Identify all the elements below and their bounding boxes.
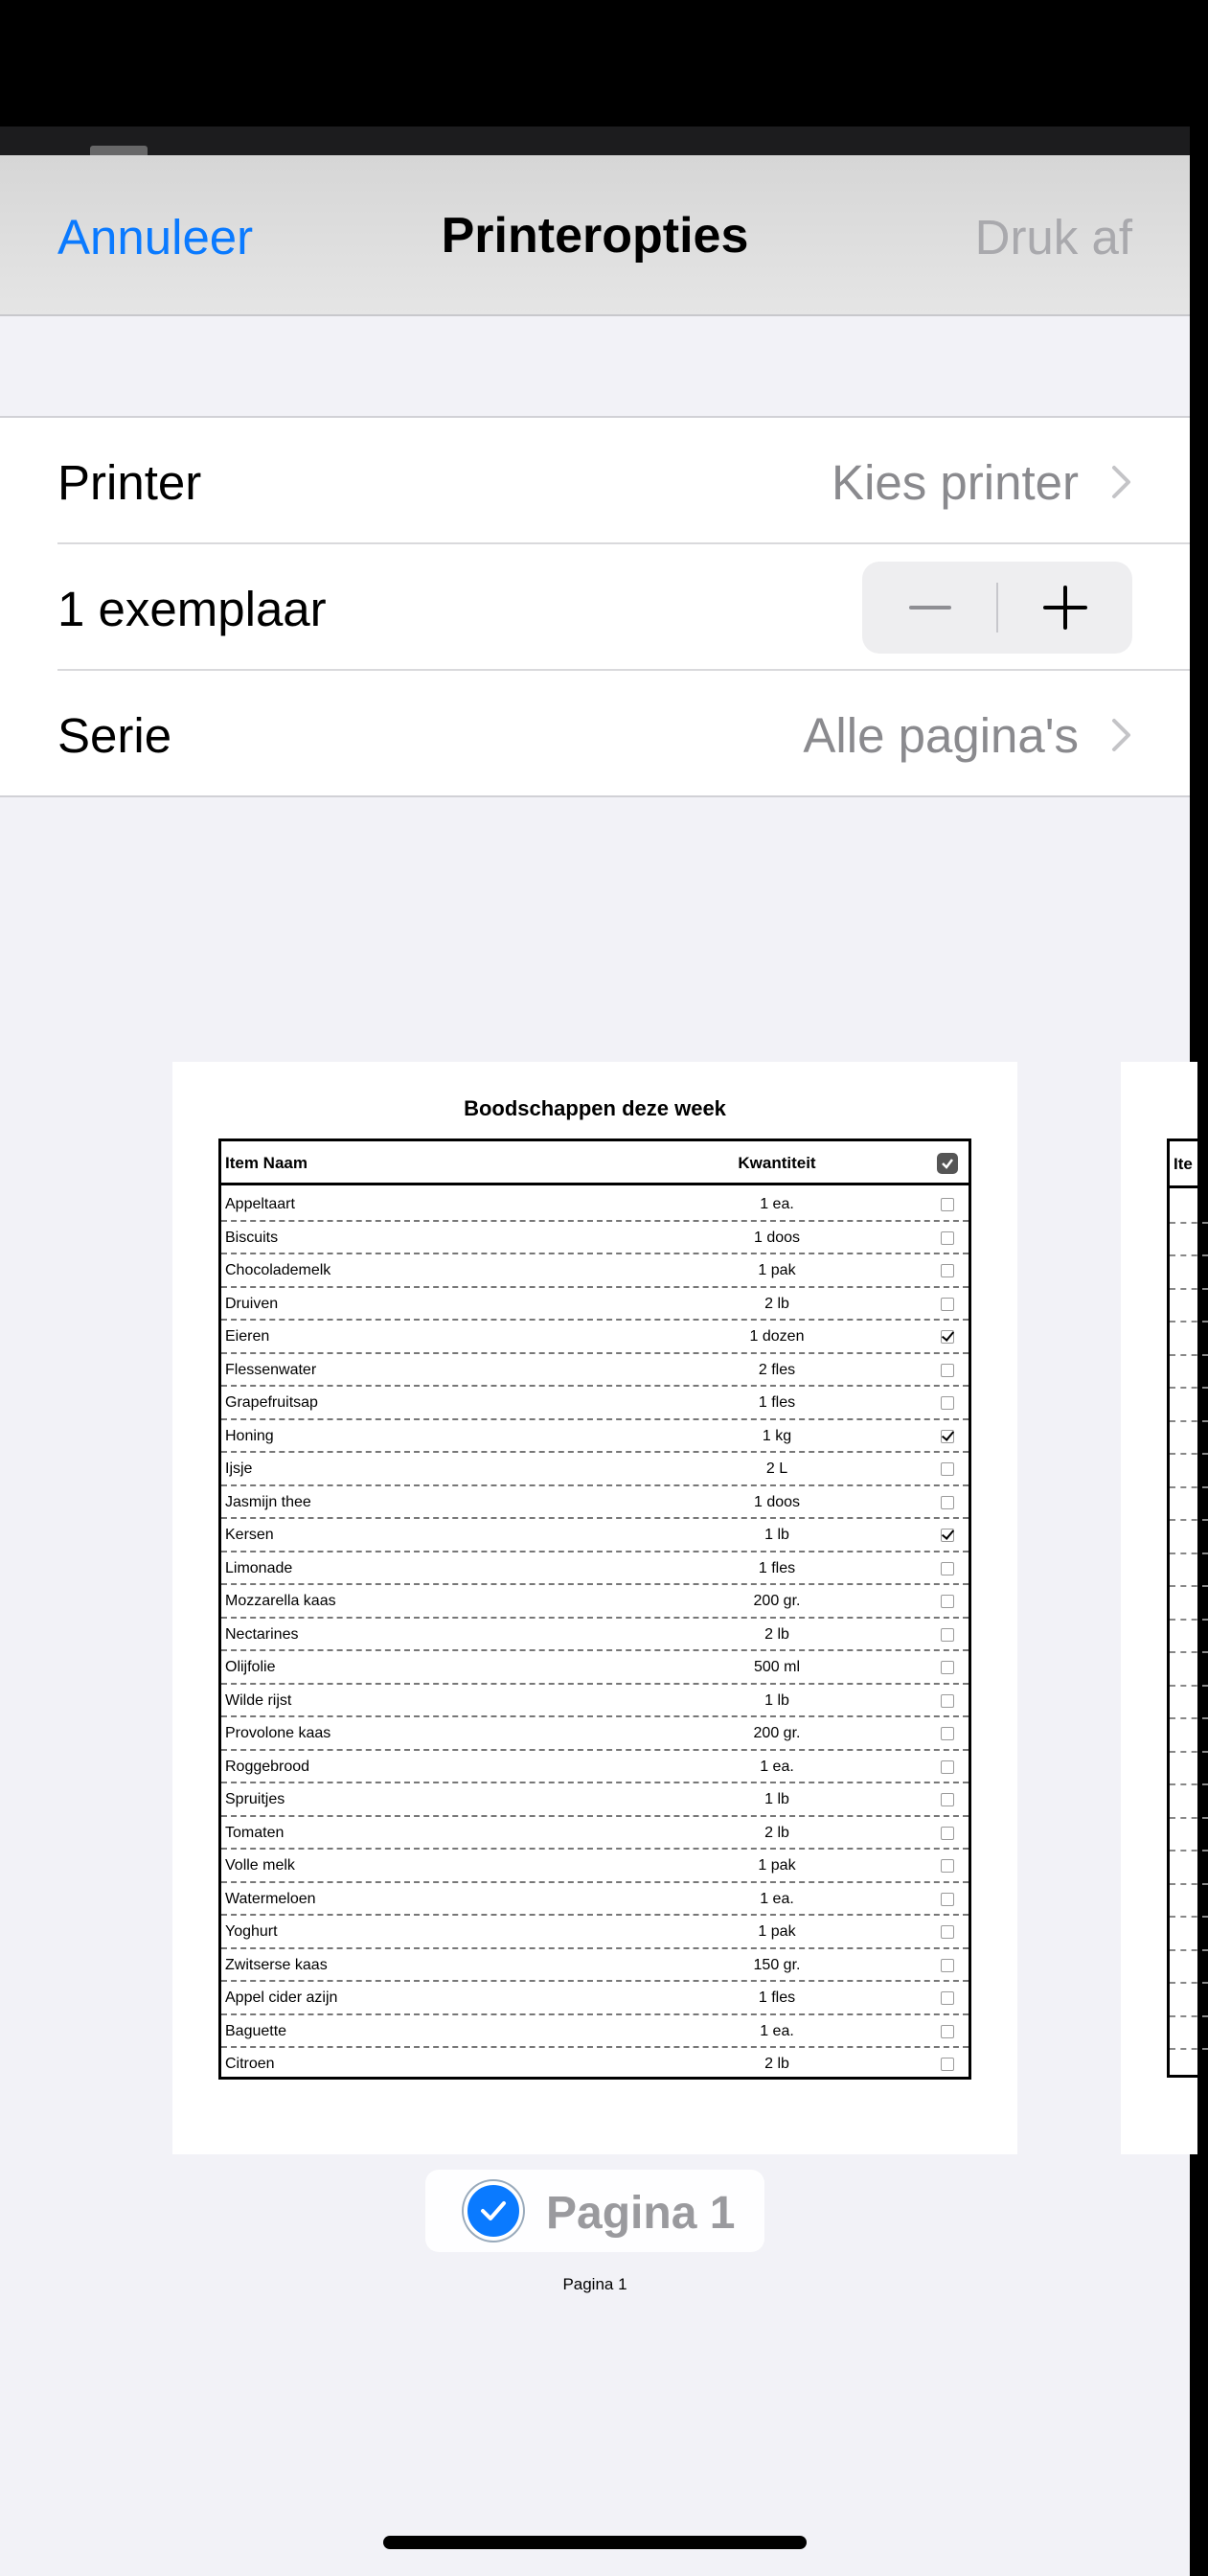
checkbox-icon — [941, 1562, 954, 1576]
peek-row-line — [1170, 1486, 1208, 1488]
item-name: Flessenwater — [225, 1361, 317, 1378]
item-quantity: 1 pak — [758, 1262, 796, 1278]
item-name: Roggebrood — [225, 1758, 310, 1775]
copies-label: 1 exemplaar — [57, 582, 327, 636]
checkbox-icon — [941, 1396, 954, 1410]
item-quantity: 1 lb — [764, 1691, 789, 1709]
chevron-right-icon — [1109, 464, 1134, 500]
checkbox-icon — [941, 1893, 954, 1906]
table-row — [221, 1288, 969, 1322]
peek-row-line — [1170, 2015, 1208, 2017]
peek-row-line — [1170, 1387, 1208, 1389]
range-row[interactable] — [0, 671, 1190, 797]
item-name: Honing — [225, 1427, 274, 1444]
increment-button[interactable] — [997, 562, 1132, 654]
table-row — [221, 1222, 969, 1255]
item-quantity: 500 ml — [753, 1659, 801, 1675]
item-name: Provolone kaas — [225, 1725, 331, 1741]
peek-row-line — [1170, 1883, 1208, 1885]
item-name: Zwitserse kaas — [225, 1956, 328, 1973]
table-row — [221, 1453, 969, 1486]
table-row — [221, 1519, 969, 1552]
copies-row — [0, 544, 1190, 671]
checkbox-icon — [941, 1925, 954, 1939]
item-name: Citroen — [225, 2056, 275, 2072]
checkmark-circle-icon[interactable] — [464, 2181, 523, 2241]
shopping-table — [218, 1138, 971, 2080]
table-row — [221, 1585, 969, 1619]
item-quantity: 1 lb — [764, 1527, 789, 1543]
peek-row-line — [1170, 1916, 1208, 1918]
table-row — [221, 2015, 969, 2049]
table-row — [221, 1685, 969, 1718]
item-name: Biscuits — [225, 1229, 279, 1246]
item-name: Appeltaart — [225, 1196, 295, 1212]
item-quantity: 1 doos — [753, 1229, 801, 1246]
next-page-table — [1167, 1138, 1205, 2078]
table-row — [221, 1552, 969, 1586]
item-name: Mozzarella kaas — [225, 1593, 336, 1609]
checkbox-icon — [941, 1760, 954, 1774]
item-quantity: 1 fles — [758, 1559, 796, 1576]
item-quantity: 1 ea. — [760, 1890, 794, 1907]
item-name: Kersen — [225, 1527, 274, 1543]
item-quantity: 1 fles — [758, 1394, 796, 1411]
checkbox-icon — [941, 1793, 954, 1806]
table-row — [221, 1486, 969, 1520]
checked-checkbox-icon — [941, 1430, 954, 1443]
item-name: Chocolademelk — [225, 1262, 331, 1278]
item-quantity: 1 kg — [762, 1427, 792, 1444]
table-row — [221, 1949, 969, 1983]
item-quantity: 1 fles — [758, 1990, 796, 2006]
peek-row-line — [1170, 1982, 1208, 1984]
peek-row-line — [1170, 1949, 1208, 1951]
item-name: Yoghurt — [225, 1923, 278, 1940]
checked-checkbox-icon — [941, 1529, 954, 1542]
item-quantity: 1 ea. — [760, 1196, 794, 1212]
table-row — [221, 1651, 969, 1685]
item-name: Ijsje — [225, 1460, 253, 1477]
table-row — [221, 1420, 969, 1454]
table-row — [221, 1321, 969, 1354]
item-quantity: 1 dozen — [749, 1328, 805, 1345]
next-page-preview[interactable] — [1121, 1062, 1197, 2154]
checkbox-icon — [941, 1727, 954, 1740]
item-name: Jasmijn thee — [225, 1493, 311, 1510]
printer-label: Printer — [57, 455, 202, 510]
item-quantity: 1 pak — [758, 1923, 796, 1940]
table-row — [221, 1619, 969, 1652]
table-row — [221, 2048, 969, 2082]
peek-row-line — [1170, 1817, 1208, 1819]
checked-checkbox-icon — [941, 1330, 954, 1344]
range-label: Serie — [57, 708, 172, 763]
peek-row-line — [1170, 1519, 1208, 1521]
status-bar — [0, 0, 1190, 126]
chevron-right-icon — [1109, 717, 1134, 753]
item-name: Tomaten — [225, 1824, 285, 1841]
column-header-name: Item Naam — [225, 1154, 308, 1172]
checkbox-icon — [941, 1661, 954, 1674]
minus-icon — [909, 605, 951, 610]
checkbox-icon — [941, 1264, 954, 1277]
checkbox-icon — [941, 1991, 954, 2005]
printer-row[interactable] — [0, 418, 1190, 544]
table-row — [221, 1717, 969, 1751]
item-quantity: 2 lb — [764, 1824, 789, 1841]
table-body — [221, 1188, 969, 2082]
item-name: Watermeloen — [225, 1890, 316, 1907]
page-title: Printeropties — [441, 208, 749, 264]
checkbox-icon — [941, 1496, 954, 1509]
table-row — [221, 1817, 969, 1851]
checkbox-icon — [941, 1298, 954, 1311]
item-quantity: 1 ea. — [760, 2022, 794, 2039]
item-quantity: 1 ea. — [760, 1758, 794, 1775]
table-row — [221, 1883, 969, 1917]
checkbox-icon — [941, 1827, 954, 1840]
checkbox-icon — [941, 2025, 954, 2038]
checkbox-icon — [941, 1364, 954, 1377]
table-row — [221, 1254, 969, 1288]
print-settings-list — [0, 416, 1190, 797]
peek-row-line — [1170, 1651, 1208, 1653]
decrement-button[interactable] — [862, 562, 997, 654]
checkbox-icon — [941, 2058, 954, 2071]
print-button[interactable]: Druk af — [974, 210, 1132, 264]
item-quantity: 1 pak — [758, 1857, 796, 1874]
item-quantity: 1 lb — [764, 1791, 789, 1807]
checkbox-icon — [941, 1694, 954, 1708]
peek-row-line — [1170, 1783, 1208, 1785]
checkmark-header-icon — [937, 1153, 958, 1174]
item-quantity: 1 doos — [753, 1493, 801, 1510]
peek-row-line — [1170, 2048, 1208, 2050]
item-name: Volle melk — [225, 1857, 295, 1874]
page-preview[interactable] — [172, 1062, 1017, 2293]
peek-row-line — [1170, 1717, 1208, 1719]
page-footer: Pagina 1 — [562, 2275, 627, 2293]
next-page-header: Ite — [1174, 1155, 1193, 1173]
checkbox-icon — [941, 1231, 954, 1245]
page-selection-badge[interactable] — [425, 2170, 764, 2252]
checkbox-icon — [941, 1959, 954, 1972]
peek-row-line — [1170, 1585, 1208, 1587]
table-row — [221, 1982, 969, 2015]
item-name: Nectarines — [225, 1625, 299, 1643]
item-quantity: 150 gr. — [753, 1956, 801, 1973]
item-name: Wilde rijst — [225, 1691, 292, 1709]
table-row — [221, 1387, 969, 1420]
page-badge-label: Pagina 1 — [546, 2188, 736, 2239]
checkbox-icon — [941, 1462, 954, 1476]
peek-row-line — [1170, 1420, 1208, 1422]
print-options-sheet — [0, 155, 1193, 2576]
peek-row-line — [1170, 1850, 1208, 1852]
table-row — [221, 1188, 969, 1222]
cancel-button[interactable]: Annuleer — [57, 210, 254, 264]
item-quantity: 2 L — [765, 1460, 788, 1477]
item-quantity: 200 gr. — [753, 1725, 801, 1741]
column-header-quantity: Kwantiteit — [738, 1154, 816, 1172]
item-name: Olijfolie — [225, 1659, 276, 1675]
item-quantity: 2 lb — [764, 1295, 789, 1312]
peek-row-line — [1170, 1321, 1208, 1322]
table-header — [221, 1141, 969, 1185]
peek-row-line — [1170, 1552, 1208, 1554]
item-quantity: 2 fles — [758, 1361, 796, 1378]
item-quantity: 2 lb — [764, 2056, 789, 2072]
item-name: Limonade — [225, 1559, 293, 1576]
table-row — [221, 1916, 969, 1949]
item-quantity: 200 gr. — [753, 1593, 801, 1609]
printer-value: Kies printer — [832, 455, 1079, 510]
item-name: Baguette — [225, 2022, 287, 2039]
peek-row-line — [1170, 1751, 1208, 1753]
checkbox-icon — [941, 1628, 954, 1642]
document-title: Boodschappen deze week — [464, 1096, 726, 1120]
peek-row-line — [1170, 1354, 1208, 1356]
peek-row-line — [1170, 1453, 1208, 1455]
item-quantity: 2 lb — [764, 1625, 789, 1643]
checkbox-icon — [941, 1595, 954, 1608]
peek-row-line — [1170, 1254, 1208, 1256]
home-indicator[interactable] — [383, 2536, 807, 2549]
peek-row-line — [1170, 1288, 1208, 1290]
range-value: Alle pagina's — [803, 708, 1079, 763]
item-name: Eieren — [225, 1328, 270, 1345]
copies-stepper[interactable] — [862, 562, 1132, 654]
item-name: Druiven — [225, 1295, 279, 1312]
item-name: Grapefruitsap — [225, 1394, 318, 1411]
plus-icon — [1043, 586, 1087, 630]
peek-row-line — [1170, 1685, 1208, 1687]
table-row — [221, 1354, 969, 1388]
peek-divider — [1170, 1185, 1208, 1188]
table-row — [221, 1850, 969, 1883]
checkbox-icon — [941, 1198, 954, 1211]
table-row — [221, 1751, 969, 1784]
peek-row-line — [1170, 1619, 1208, 1621]
table-row — [221, 1783, 969, 1817]
peek-row-line — [1170, 1222, 1208, 1224]
checkbox-icon — [941, 1859, 954, 1873]
item-name: Spruitjes — [225, 1791, 285, 1807]
item-name: Appel cider azijn — [225, 1990, 338, 2006]
navigation-bar — [0, 155, 1190, 316]
